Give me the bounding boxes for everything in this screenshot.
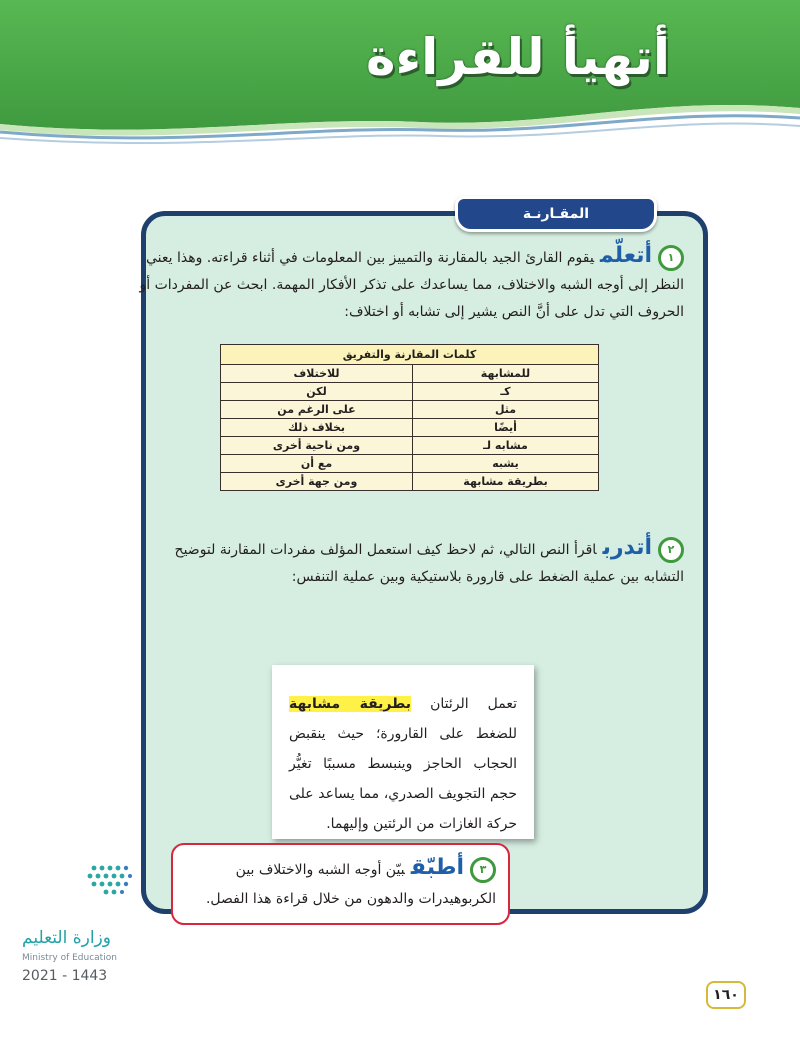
dots-logo-icon [22, 856, 132, 926]
header-banner [0, 0, 800, 150]
section-tab: المقـارنـة [455, 196, 657, 232]
table-row [221, 473, 599, 491]
page-title: أتهيأ للقراءة [365, 28, 670, 86]
page-number: ١٦٠ [706, 981, 746, 1009]
apply-keyword: أطبّق [410, 855, 464, 880]
number-badge-1: ١ [658, 245, 684, 271]
table-cell: على الرغم من [221, 401, 413, 419]
note-highlight: بطريقة مشابهة [289, 696, 412, 712]
table-row [221, 401, 599, 419]
table-row [221, 419, 599, 437]
table-row [221, 383, 599, 401]
table-cell: ومن ناحية أخرى [221, 437, 413, 455]
table-cell: مثل [413, 401, 599, 419]
apply-box [171, 843, 510, 925]
note-text-start: تعمل الرئتان [430, 696, 517, 712]
practice-text: اقرأ النص التالي، ثم لاحظ كيف استعمل المؤلف مفردات المقارنة لتوضيح التشابه بين عملية الضغط على قارورة بلاستيكية وبين عملية التنفس: [174, 542, 684, 585]
example-note [272, 665, 534, 839]
logo-english-name: Ministry of Education [22, 953, 117, 963]
table-cell: لكن [221, 383, 413, 401]
practice-section [134, 534, 684, 591]
table-row [221, 455, 599, 473]
learn-keyword: أتعلّم [600, 243, 652, 268]
table-cell: يشبه [413, 455, 599, 473]
learn-section [134, 242, 684, 326]
table-header-difference: للاختلاف [221, 365, 413, 383]
table-caption: كلمات المقارنة والتفريق [221, 345, 599, 365]
comparison-table [220, 344, 599, 491]
table-row [221, 437, 599, 455]
table-cell: مع أن [221, 455, 413, 473]
table-cell: بخلاف ذلك [221, 419, 413, 437]
learn-text: يقوم القارئ الجيد بالمقارنة والتمييز بين المعلومات في أثناء قراءته. وهذا يعني النظر إلى أوجه الشبه والاختلاف، مما يساعدك على تذكر الأفكار المهمة. ابحث عن المفردات أو الحروف التي تدل على أنَّ النص يشير إلى تشابه أو اختلاف: [139, 250, 684, 320]
practice-keyword: أتدرب [602, 535, 652, 560]
logo-arabic-name: وزارة التعليم [22, 928, 111, 948]
logo-year: 2021 - 1443 [22, 968, 108, 984]
table-cell: بطريقة مشابهة [413, 473, 599, 491]
table-cell: مشابه لـ [413, 437, 599, 455]
number-badge-2: ٢ [658, 537, 684, 563]
table-header-similarity: للمشابهة [413, 365, 599, 383]
table-cell: ومن جهة أخرى [221, 473, 413, 491]
number-badge-3: ٣ [470, 857, 496, 883]
apply-text: بيّن أوجه الشبه والاختلاف بين الكربوهيدرات والدهون من خلال قراءة هذا الفصل. [205, 862, 496, 907]
note-text-end: للضغط على القارورة؛ حيث ينقبض الحجاب الحاجز وينبسط مسببًا تغيُّر حجم التجويف الصدري، مما يساعد على حركة الغازات من الرئتين وإليهما. [289, 726, 517, 832]
table-cell: أيضًا [413, 419, 599, 437]
ministry-logo [22, 856, 172, 986]
table-cell: كـ [413, 383, 599, 401]
